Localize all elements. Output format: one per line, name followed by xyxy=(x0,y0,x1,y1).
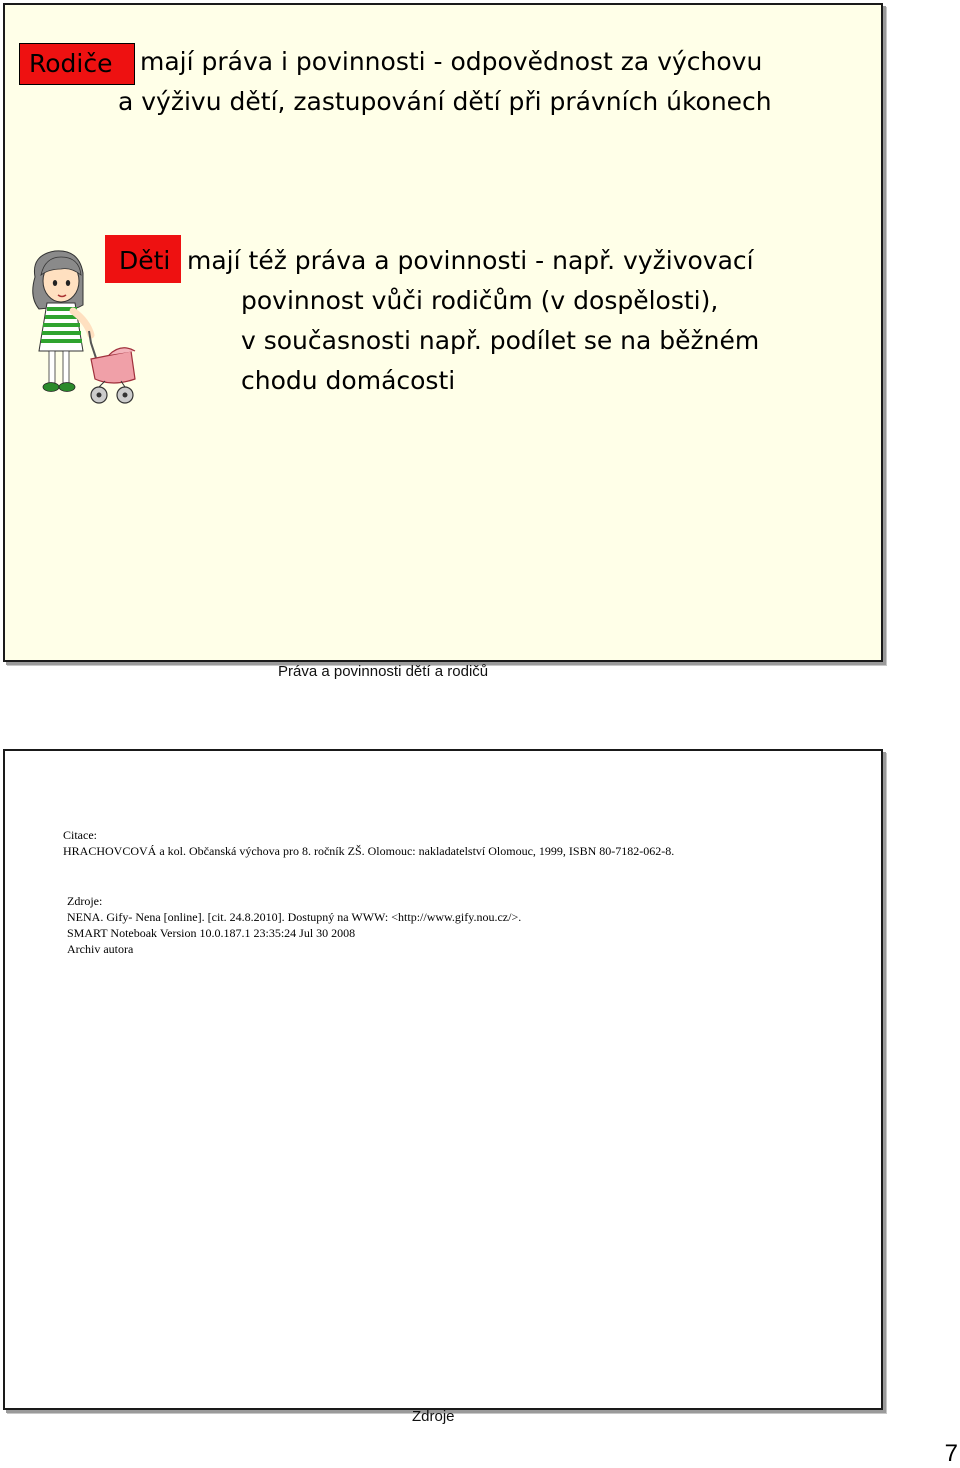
sources-label: Zdroje: xyxy=(67,894,103,908)
slide-rights-duties xyxy=(3,3,883,662)
children-highlight: Děti xyxy=(105,235,181,283)
parents-text-line-1: mají práva i povinnosti - odpovědnost za výchovu xyxy=(140,47,763,76)
girl-with-pram-illustration xyxy=(25,247,137,409)
citation-label: Citace: xyxy=(63,828,97,842)
slide-2-caption: Zdroje xyxy=(412,1408,455,1425)
parents-highlight: Rodiče xyxy=(19,43,135,85)
children-text-line-1: mají též práva a povinnosti - např. vyživovací xyxy=(187,246,754,275)
children-text-line-2: povinnost vůči rodičům (v dospělosti), xyxy=(241,286,719,315)
children-text-line-4: chodu domácosti xyxy=(241,366,456,395)
citation-text: HRACHOVCOVÁ a kol. Občanská výchova pro 8. ročník ZŠ. Olomouc: nakladatelství Olomouc, 1999, ISBN 80-7182-062-8. xyxy=(63,844,675,858)
slide-1-caption: Práva a povinnosti dětí a rodičů xyxy=(278,663,489,680)
children-text-line-3: v současnosti např. podílet se na běžném xyxy=(241,326,760,355)
source-item: Archiv autora xyxy=(67,942,134,956)
source-item: NENA. Gify- Nena [online]. [cit. 24.8.2010]. Dostupný na WWW: <http://www.gify.nou.cz/>. xyxy=(67,910,522,924)
parents-text-line-2: a výživu dětí, zastupování dětí při právních úkonech xyxy=(118,87,772,116)
page-number: 7 xyxy=(944,1440,958,1467)
source-item: SMART Noteboak Version 10.0.187.1 23:35:24 Jul 30 2008 xyxy=(67,926,356,940)
slide-sources xyxy=(3,749,883,1410)
